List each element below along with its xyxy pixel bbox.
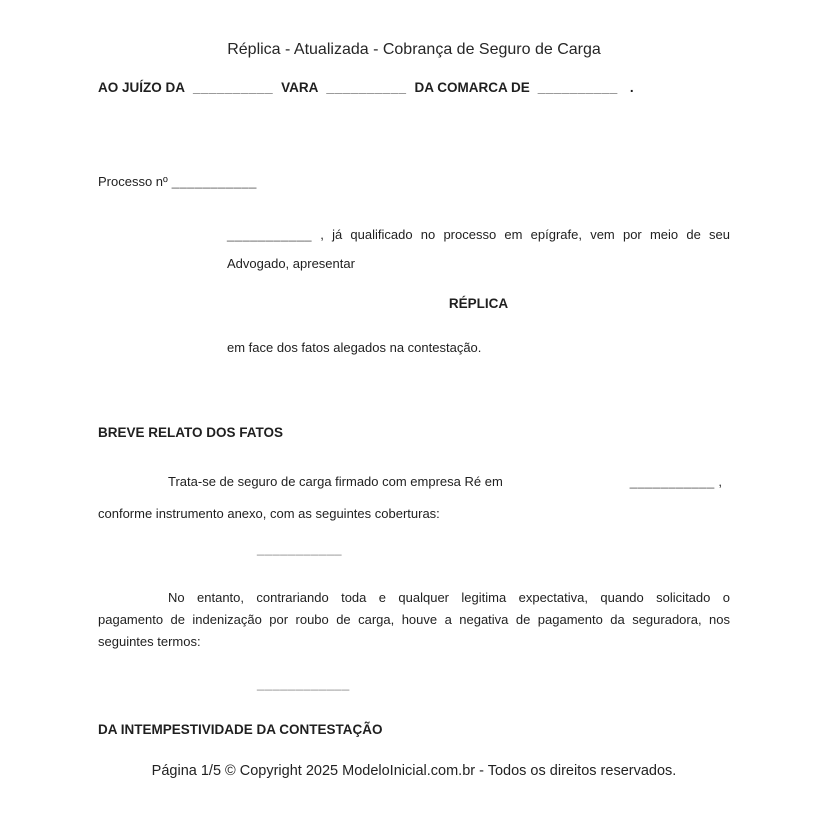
coverage-blank-field: ___________ <box>257 541 343 556</box>
addressing-part-2: VARA <box>281 80 319 95</box>
replica-subject-line: em face dos fatos alegados na contestação. <box>227 340 482 355</box>
facts-paragraph-2-line-3: seguintes termos: <box>98 634 201 649</box>
document-title: Réplica - Atualizada - Cobrança de Seguro de Carga <box>227 41 601 58</box>
qualification-line-1 <box>227 220 730 249</box>
facts-p1-line1-comma: , <box>718 474 722 489</box>
addressing-part-3: DA COMARCA DE <box>414 80 530 95</box>
process-number-label: Processo nº <box>98 174 168 189</box>
process-number-blank-field: ___________ <box>171 174 257 189</box>
qualification-line-1-text: , já qualificado no processo em epígrafe, vem por meio de seu <box>320 227 730 242</box>
facts-paragraph-1-line-1 <box>98 466 730 498</box>
coverage-blank-line <box>257 541 342 557</box>
facts-p1-line1-blank-group <box>630 466 722 498</box>
facts-paragraph-2-line-2: pagamento de indenização por roubo de carga, houve a negativa de pagamento da seguradora, nos <box>98 612 730 627</box>
addressing-blank-field-2: __________ <box>326 80 407 95</box>
replica-heading: RÉPLICA <box>448 296 509 311</box>
facts-p1-line1-text: Trata-se de seguro de carga firmado com empresa Ré em <box>168 474 503 489</box>
addressing-blank-field-1: __________ <box>193 80 274 95</box>
page-footer-copyright: Página 1/5 © Copyright 2025 ModeloInicial.com.br - Todos os direitos reservados. <box>151 763 677 779</box>
qualification-paragraph <box>227 220 730 278</box>
qualification-line-2: Advogado, apresentar <box>227 256 355 271</box>
addressing-part-1: AO JUÍZO DA <box>98 80 186 95</box>
party-name-blank-field: ___________ <box>227 227 313 242</box>
addressing-end-period: . <box>629 80 634 95</box>
contract-date-blank-field: ___________ <box>629 474 715 489</box>
facts-paragraph-2-line-1: No entanto, contrariando toda e qualquer legitima expectativa, quando solicitado o <box>168 590 730 605</box>
addressing-blank-field-3: __________ <box>537 80 618 95</box>
section-heading-intempestividade: DA INTEMPESTIVIDADE DA CONTESTAÇÃO <box>98 722 383 737</box>
court-addressing-line <box>98 80 730 96</box>
denial-terms-blank-line <box>257 676 350 692</box>
facts-paragraph-1-line-2: conforme instrumento anexo, com as seguintes coberturas: <box>98 506 440 521</box>
section-heading-breve-relato: BREVE RELATO DOS FATOS <box>98 425 284 440</box>
facts-paragraph-1 <box>98 466 730 530</box>
process-number-line <box>98 174 257 190</box>
facts-paragraph-2 <box>98 587 730 653</box>
denial-terms-blank-field: ____________ <box>257 676 350 691</box>
